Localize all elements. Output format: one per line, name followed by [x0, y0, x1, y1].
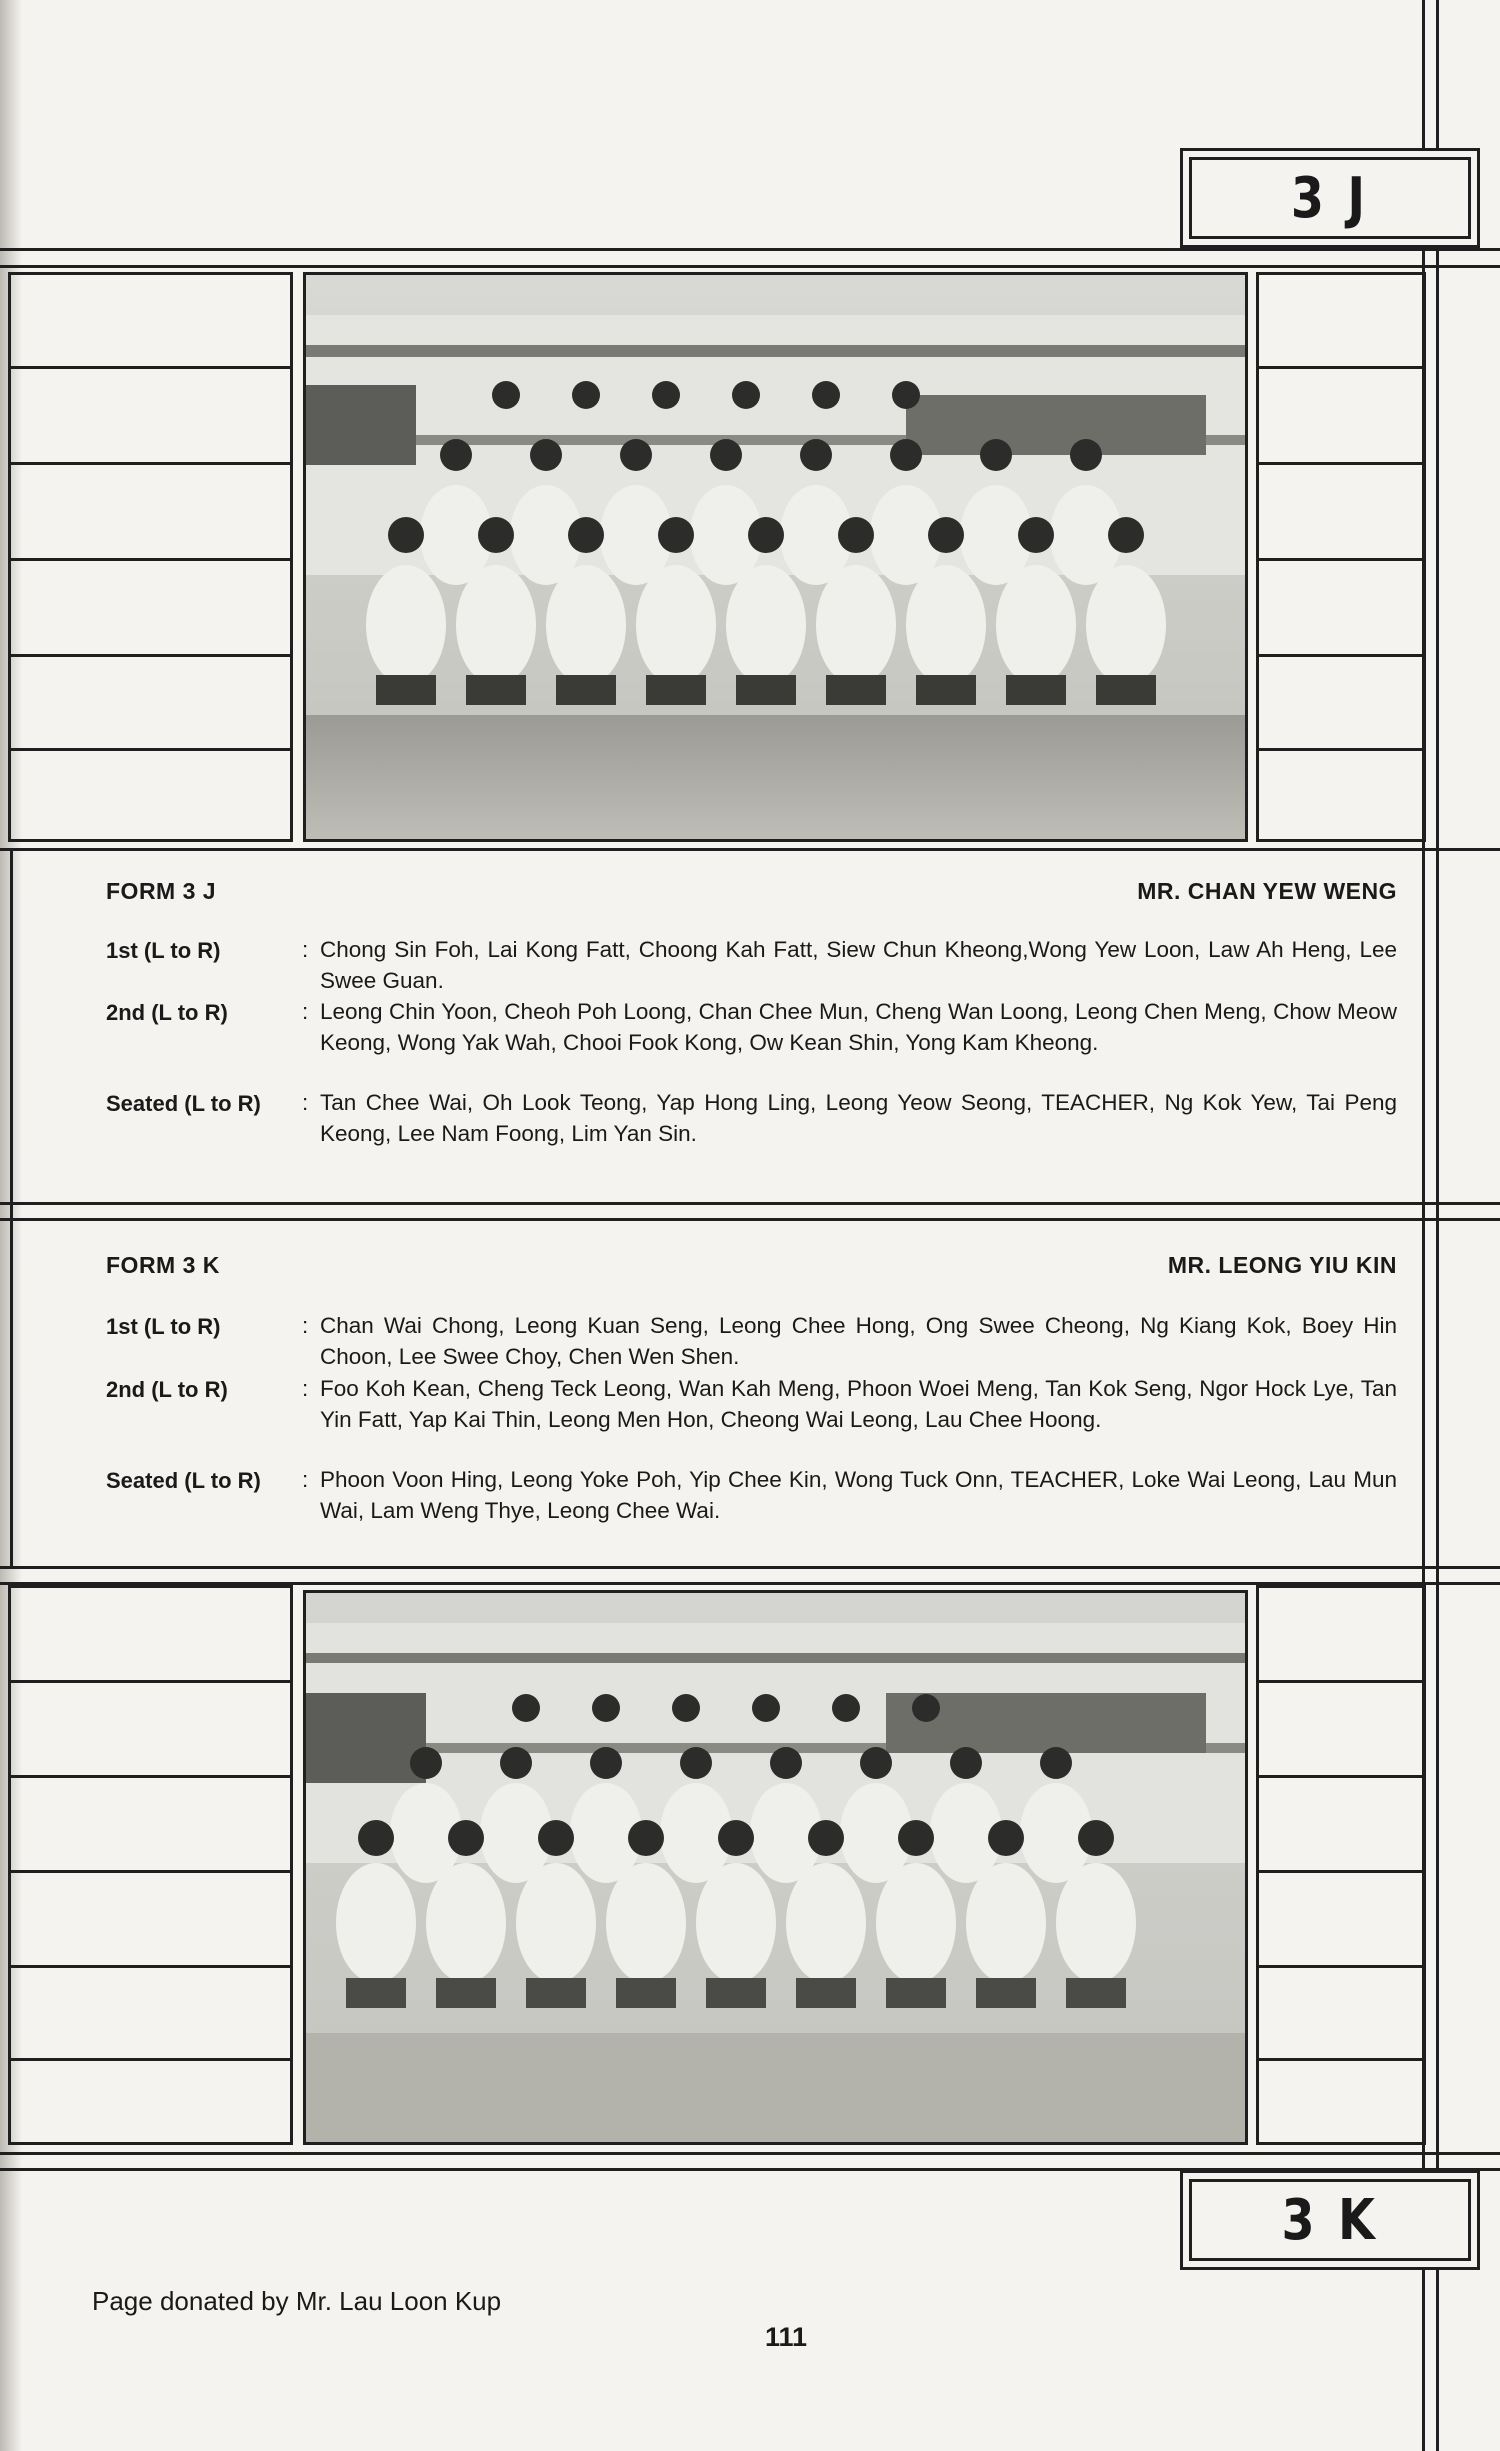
row-label-3k-1st: 1st (L to R) — [106, 1314, 221, 1339]
colon: : — [302, 1467, 309, 1492]
row-names-3j-1st — [302, 934, 1397, 996]
row-names-3j-seated — [302, 1087, 1397, 1149]
row-label-3j-seated: Seated (L to R) — [106, 1091, 261, 1116]
names-text: Tan Chee Wai, Oh Look Teong, Yap Hong Ling, Leong Yeow Seong, TEACHER, Ng Kok Yew, Tai Peng Keong, Lee Nam Foong, Lim Yan Sin. — [320, 1090, 1397, 1146]
colon: : — [302, 937, 309, 962]
side-panel-right-top — [1256, 272, 1426, 842]
teacher-name-3j: MR. CHAN YEW WENG — [1137, 878, 1397, 904]
colon: : — [302, 1313, 309, 1338]
frame-line — [0, 1202, 1500, 1205]
colon: : — [302, 1376, 309, 1401]
donor-credit: Page donated by Mr. Lau Loon Kup — [92, 2286, 502, 2316]
panel-divider — [8, 1775, 293, 1778]
panel-divider — [8, 366, 293, 369]
page-number: 111 — [765, 2322, 808, 2352]
row-names-3k-1st — [302, 1310, 1397, 1372]
form-tab-bottom-label: 3 K — [1281, 2187, 1379, 2253]
form-tab-top — [1180, 148, 1480, 248]
form-title-3j: FORM 3 J — [106, 878, 217, 904]
frame-line — [0, 1218, 1500, 1221]
panel-divider — [1256, 1775, 1426, 1778]
row-label-3k-seated: Seated (L to R) — [106, 1468, 261, 1493]
form-tab-bottom — [1180, 2170, 1480, 2270]
names-text: Foo Koh Kean, Cheng Teck Leong, Wan Kah Meng, Phoon Woei Meng, Tan Kok Seng, Ngor Hock Lye, Tan Yin Fatt, Yap Kai Thin, Leong Men Hon, Cheong Wai Leong, Lau Chee Hoong. — [320, 1376, 1397, 1432]
panel-divider — [1256, 748, 1426, 751]
panel-divider — [1256, 654, 1426, 657]
frame-line — [0, 1566, 1500, 1569]
frame-line — [0, 248, 1500, 251]
names-text: Leong Chin Yoon, Cheoh Poh Loong, Chan Chee Mun, Cheng Wan Loong, Leong Chen Meng, Chow Meow Keong, Wong Yak Wah, Chooi Fook Kong, Ow Kean Shin, Yong Kam Kheong. — [320, 999, 1397, 1055]
class-photo-3k — [303, 1590, 1248, 2145]
side-panel-left-bottom — [8, 1585, 293, 2145]
form-tab-top-label: 3 J — [1291, 165, 1369, 231]
colon: : — [302, 999, 309, 1024]
side-panel-right-bottom — [1256, 1585, 1426, 2145]
panel-divider — [1256, 1965, 1426, 1968]
row-names-3k-seated — [302, 1464, 1397, 1526]
class-photo-3k-image — [306, 1593, 1245, 2142]
side-panel-left-top — [8, 272, 293, 842]
teacher-name-3k: MR. LEONG YIU KIN — [1167, 1252, 1397, 1278]
panel-divider — [1256, 2058, 1426, 2061]
names-text: Phoon Voon Hing, Leong Yoke Poh, Yip Chee Kin, Wong Tuck Onn, TEACHER, Loke Wai Leong, Lau Mun Wai, Lam Weng Thye, Leong Chee Wai. — [320, 1467, 1397, 1523]
frame-line — [0, 265, 1500, 268]
row-label-3j-2nd: 2nd (L to R) — [106, 1000, 228, 1025]
panel-divider — [1256, 366, 1426, 369]
class-photo-3j-image — [306, 275, 1245, 839]
panel-divider — [8, 1965, 293, 1968]
panel-divider — [8, 1870, 293, 1873]
panel-divider — [8, 558, 293, 561]
panel-divider — [1256, 1870, 1426, 1873]
panel-divider — [1256, 1680, 1426, 1683]
panel-divider — [8, 1680, 293, 1683]
frame-line — [0, 2152, 1500, 2155]
class-photo-3j — [303, 272, 1248, 842]
row-label-3k-2nd: 2nd (L to R) — [106, 1377, 228, 1402]
form-title-3k: FORM 3 K — [106, 1252, 220, 1278]
frame-right-line-2 — [1436, 0, 1439, 2451]
frame-left-line — [10, 848, 13, 1568]
panel-divider — [8, 462, 293, 465]
panel-divider — [8, 748, 293, 751]
names-text: Chan Wai Chong, Leong Kuan Seng, Leong Chee Hong, Ong Swee Cheong, Ng Kiang Kok, Boey Hin Choon, Lee Swee Choy, Chen Wen Shen. — [320, 1313, 1397, 1369]
frame-line — [0, 848, 1500, 851]
row-names-3k-2nd — [302, 1373, 1397, 1435]
colon: : — [302, 1090, 309, 1115]
row-label-3j-1st: 1st (L to R) — [106, 938, 221, 963]
names-text: Chong Sin Foh, Lai Kong Fatt, Choong Kah Fatt, Siew Chun Kheong,Wong Yew Loon, Law Ah Heng, Lee Swee Guan. — [320, 937, 1397, 993]
row-names-3j-2nd — [302, 996, 1397, 1058]
form-tab-bottom-inner — [1189, 2179, 1471, 2261]
panel-divider — [1256, 558, 1426, 561]
panel-divider — [8, 2058, 293, 2061]
panel-divider — [8, 654, 293, 657]
form-tab-top-inner — [1189, 157, 1471, 239]
panel-divider — [1256, 462, 1426, 465]
